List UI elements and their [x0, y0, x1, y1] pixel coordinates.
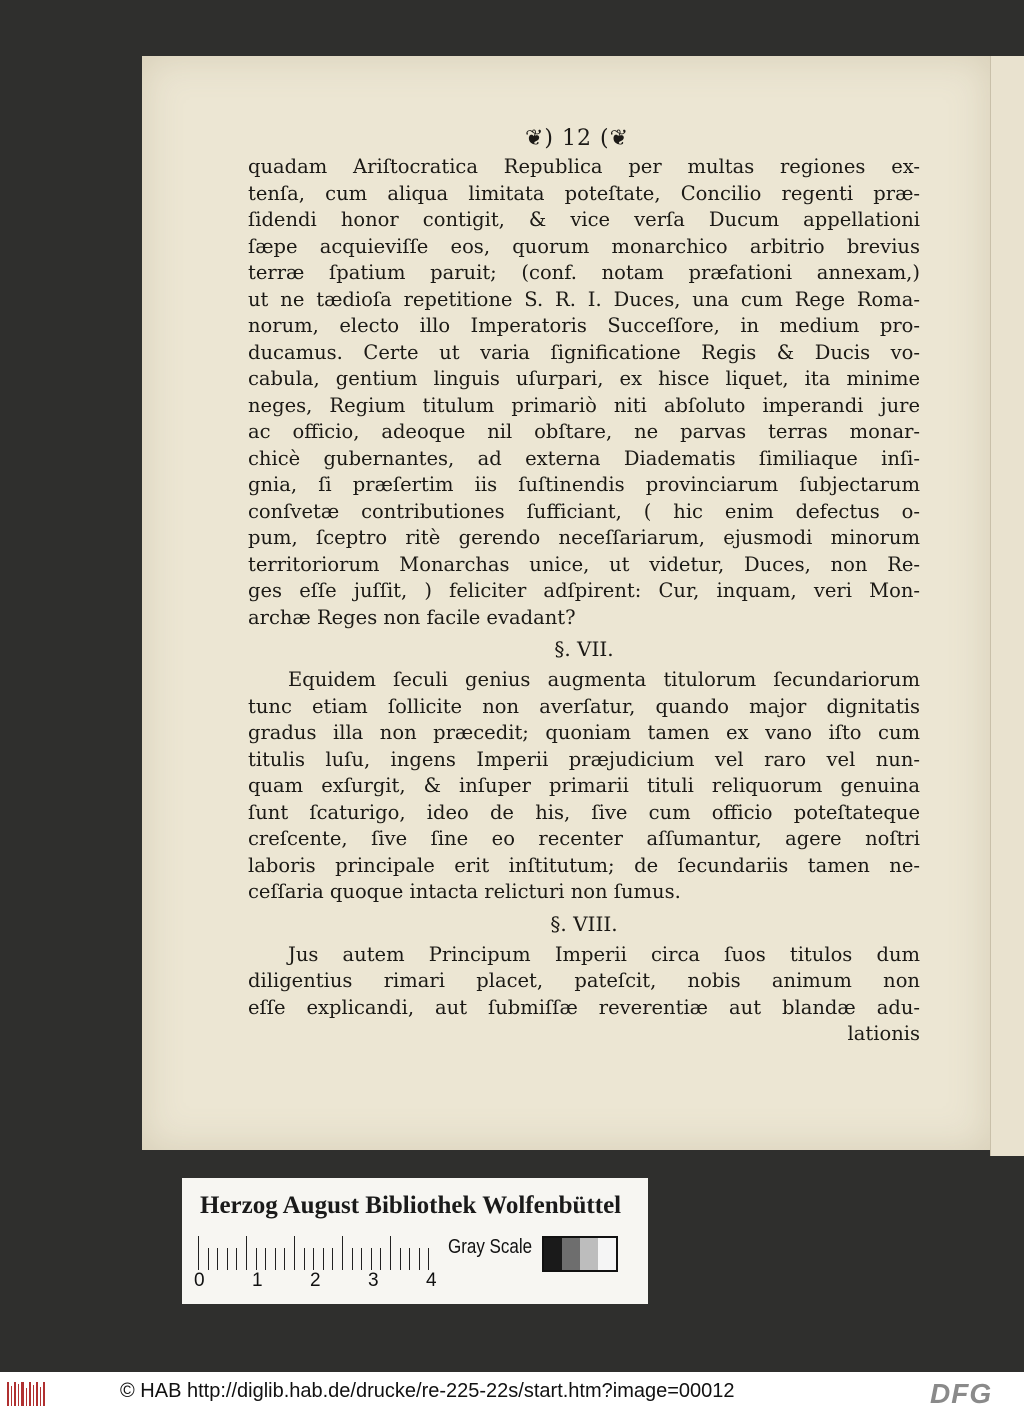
ruler-tick [342, 1236, 343, 1270]
adjacent-page-edge [990, 56, 1024, 1156]
text-line: conſvetæ contributiones ſufficiant, ( hic enim defectus o- [248, 499, 920, 523]
ruler-tick [352, 1248, 353, 1270]
library-title: Herzog August Bibliothek Wolfenbüttel [200, 1192, 622, 1219]
ruler [198, 1234, 458, 1270]
gray-scale-patch [580, 1238, 598, 1270]
body-text [248, 154, 920, 1048]
text-line: ducamus. Certe ut varia ſignificatione Regis & Ducis vo- [248, 340, 920, 364]
text-line: ſunt ſcaturigo, ideo de his, ſive cum officio poteſtateque [248, 800, 920, 824]
ruler-tick [275, 1248, 276, 1270]
ruler-number: 2 [310, 1270, 321, 1291]
catchword: lationis [847, 1022, 920, 1045]
text-line: chicè gubernantes, ad externa Diadematis ſimiliaque inſi- [248, 446, 920, 470]
text-line: territoriorum Monarchas unice, ut videtur, Duces, non Re- [248, 552, 920, 576]
ruler-number: 0 [194, 1270, 205, 1291]
text-line: cabula, gentium linguis uſurpari, ex hisce liquet, ita minime [248, 367, 920, 390]
text-line: terræ ſpatium paruit; (conf. notam præfationi annexam,) [248, 261, 920, 284]
ruler-tick [332, 1248, 333, 1270]
text-line: gnia, ſi præſertim iis ſuſtinendis provinciarum ſubjectarum [248, 473, 920, 496]
text-line: laboris principale erit inſtitutum; de ſecundariis tamen ne- [248, 853, 920, 877]
text-line: archæ Reges non facile evadant? [248, 605, 576, 629]
ruler-tick [313, 1248, 314, 1270]
ruler-tick [217, 1248, 218, 1270]
ruler-number: 3 [368, 1270, 379, 1291]
text-line: Jus autem Principum Imperii circa ſuos titulos dum [288, 942, 920, 966]
ruler-numbers [194, 1270, 454, 1294]
ruler-tick [323, 1248, 324, 1270]
document-page [142, 56, 990, 1150]
paragraph-3 [248, 942, 920, 1022]
text-line: pum, ſceptro ritè gerendo neceſſariarum, ejusmodi minorum [248, 526, 920, 549]
gray-scale-swatch [542, 1236, 618, 1272]
ruler-tick [419, 1248, 420, 1270]
text-line: quadam Ariſtocratica Republica per multas regiones ex- [248, 155, 920, 178]
gray-scale-patch [562, 1238, 580, 1270]
gray-scale-patch [598, 1238, 616, 1270]
text-line: creſcente, ſive ſine eo recenter aſſumantur, agere noſtri [248, 827, 920, 850]
ruler-tick [371, 1248, 372, 1270]
dfg-logo: DFG [930, 1378, 993, 1409]
text-line: Equidem ſeculi genius augmenta titulorum ſecundariorum [288, 668, 920, 691]
text-line: ſæpe acquieviſſe eos, quorum monarchico arbitrio brevius [248, 234, 920, 258]
ruler-tick [246, 1236, 247, 1270]
text-line: tunc etiam ſollicite non averſatur, quando major dignitatis [248, 694, 920, 718]
text-line: diligentius rimari placet, pateſcit, nobis animum non [248, 969, 920, 992]
ruler-tick [400, 1248, 401, 1270]
footer-bar [0, 1372, 1024, 1414]
text-line: titulis luſu, ingens Imperii præjudicium vel raro vel nun- [248, 747, 920, 771]
ruler-tick [361, 1248, 362, 1270]
ruler-tick [390, 1236, 391, 1270]
ruler-tick [428, 1248, 429, 1270]
gray-scale-patch [544, 1238, 562, 1270]
footer-source-link[interactable]: © HAB http://diglib.hab.de/drucke/re-225-22s/start.htm?image=00012 [120, 1380, 735, 1402]
text-line: ceſſaria quoque intacta relicturi non ſumus. [248, 880, 681, 903]
ruler-tick [208, 1248, 209, 1270]
ruler-tick [265, 1248, 266, 1270]
gray-scale-label: Gray Scale [448, 1236, 533, 1258]
ruler-tick [284, 1248, 285, 1270]
text-line: gradus illa non præcedit; quoniam tamen ex vano iſto cum [248, 721, 920, 744]
ruler-tick [236, 1248, 237, 1270]
paragraph-1 [248, 154, 920, 631]
paragraph-2 [248, 667, 920, 906]
text-line: quam exſurgit, & inſuper primarii tituli reliquorum genuina [248, 774, 920, 797]
text-line: ges eſſe juſſit, ) feliciter adſpirent: Cur, inquam, veri Mon- [248, 579, 920, 602]
text-line: neges, Regium titulum primariò niti abſoluto imperandi jure [248, 393, 920, 417]
page-header: ❦) 12 (❦ [524, 126, 629, 151]
library-card [182, 1178, 648, 1304]
ruler-number: 1 [252, 1270, 263, 1291]
text-line: eſſe explicandi, aut ſubmiſſæ reverentiæ aut blandæ adu- [248, 995, 920, 1019]
section-heading-8: §. VIII. [550, 911, 618, 936]
ruler-number: 4 [426, 1270, 437, 1291]
text-line: ac officio, adeoque nil obſtare, ne parvas terras monar- [248, 420, 920, 443]
text-line: ut ne tædioſa repetitione S. R. I. Duces, una cum Rege Roma- [248, 287, 920, 311]
ruler-tick [256, 1248, 257, 1270]
ruler-tick [380, 1248, 381, 1270]
ruler-tick [198, 1236, 199, 1270]
ruler-tick [409, 1248, 410, 1270]
text-line: tenſa, cum aliqua limitata poteſtate, Concilio regenti præ- [248, 181, 920, 205]
ruler-tick [304, 1248, 305, 1270]
text-line: ſidendi honor contigit, & vice verſa Ducum appellationi [248, 208, 920, 231]
barcode-icon [6, 1380, 46, 1408]
ruler-tick [294, 1236, 295, 1270]
ruler-tick [227, 1248, 228, 1270]
section-heading-7: §. VII. [554, 637, 614, 661]
text-line: norum, electo illo Imperatoris Succeſſore, in medium pro- [248, 314, 920, 337]
